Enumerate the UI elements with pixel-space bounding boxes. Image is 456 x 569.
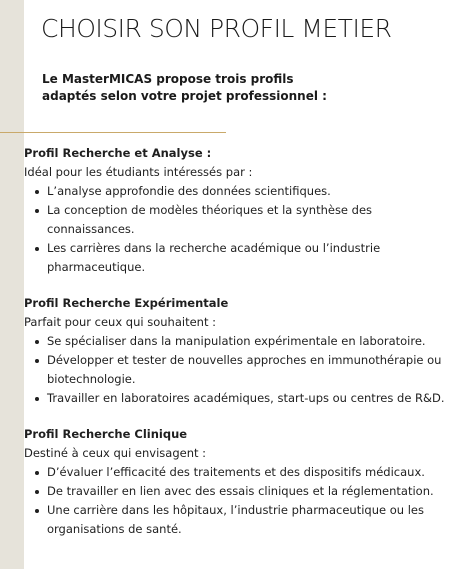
bullet-list bbox=[24, 332, 454, 408]
intro-line-1: Le MasterMICAS propose trois profils bbox=[42, 72, 294, 86]
profile-section-clinical-research bbox=[24, 425, 454, 539]
bullet-item: Se spécialiser dans la manipulation expérimentale en laboratoire. bbox=[24, 332, 454, 351]
intro-line-2: adaptés selon votre projet professionnel : bbox=[42, 89, 327, 103]
intro-text bbox=[42, 71, 442, 105]
profile-section-experimental-research bbox=[24, 294, 454, 408]
bullet-item: Développer et tester de nouvelles approches en immunothérapie ou biotechnologie. bbox=[24, 351, 454, 389]
section-intro: Parfait pour ceux qui souhaitent : bbox=[24, 315, 217, 329]
section-title: Profil Recherche et Analyse : bbox=[24, 146, 212, 160]
bullet-item: Travailler en laboratoires académiques, start-ups ou centres de R&D. bbox=[24, 389, 454, 408]
section-title: Profil Recherche Expérimentale bbox=[24, 296, 229, 310]
page-title: CHOISIR SON PROFIL METIER bbox=[41, 14, 392, 43]
bullet-item: Une carrière dans les hôpitaux, l’industrie pharmaceutique ou les organisations de santé. bbox=[24, 501, 454, 539]
divider-rule bbox=[0, 132, 226, 133]
section-intro: Idéal pour les étudiants intéressés par : bbox=[24, 165, 253, 179]
bullet-list bbox=[24, 182, 454, 277]
bullet-item: Les carrières dans la recherche académique ou l’industrie pharmaceutique. bbox=[24, 239, 454, 277]
bullet-item: La conception de modèles théoriques et la synthèse des connaissances. bbox=[24, 201, 454, 239]
bullet-item: De travailler en lien avec des essais cliniques et la réglementation. bbox=[24, 482, 454, 501]
profile-section-research-analysis bbox=[24, 144, 454, 277]
section-intro: Destiné à ceux qui envisagent : bbox=[24, 446, 207, 460]
bullet-list bbox=[24, 463, 454, 539]
bullet-item: L’analyse approfondie des données scientifiques. bbox=[24, 182, 454, 201]
bullet-item: D’évaluer l’efficacité des traitements et des dispositifs médicaux. bbox=[24, 463, 454, 482]
section-title: Profil Recherche Clinique bbox=[24, 427, 188, 441]
profiles-content bbox=[24, 144, 454, 556]
page-header bbox=[24, 0, 456, 132]
left-decorative-band bbox=[0, 0, 24, 569]
